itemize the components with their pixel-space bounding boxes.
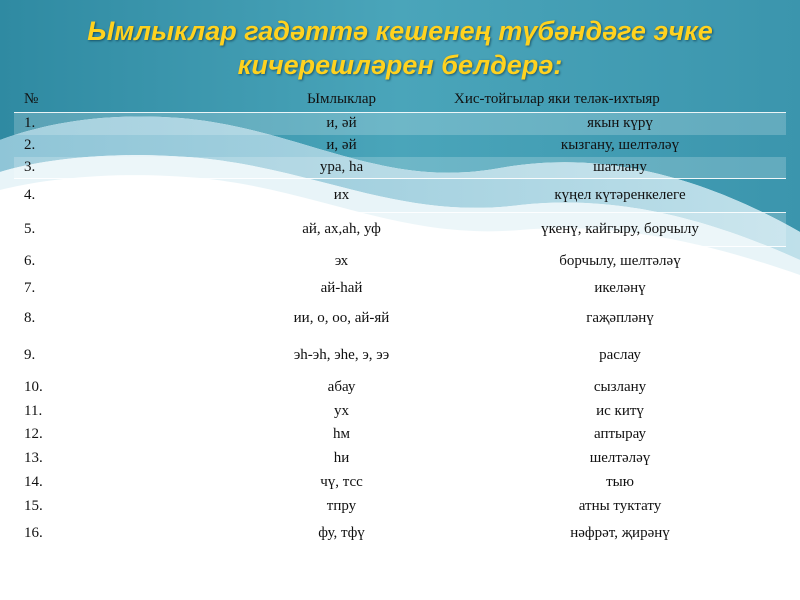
row-emotion: үкенү, кайгыру, борчылу [454, 213, 786, 247]
table-row [14, 447, 786, 471]
row-interjection: ура, һа [229, 157, 454, 179]
table-row [14, 213, 786, 247]
title-line-1: Ымлыклар гадәттә кешенең түбәндәге эчке [87, 16, 713, 46]
row-number: 14. [24, 474, 43, 490]
row-number: 15. [24, 498, 43, 514]
row-number: 16. [14, 519, 229, 549]
row-number: 6. [14, 247, 229, 277]
row-interjection: и, әй [326, 115, 357, 132]
row-emotion: икеләнү [454, 277, 786, 301]
row-interjection: эһ-эһ, эһе, э, ээ [229, 337, 454, 375]
row-interjection: ии, о, оо, ай-яй [229, 301, 454, 337]
row-emotion: аптырау [593, 426, 647, 442]
row-emotion: шатлану [454, 157, 786, 179]
row-number: 13. [24, 450, 43, 466]
row-interjection: эх [229, 247, 454, 277]
row-number: 10. [24, 379, 43, 396]
row-interjection: ай, ах,аһ, уф [229, 213, 454, 247]
row-emotion: шелтәләү [589, 450, 651, 466]
row-interjection: ай-һай [229, 277, 454, 301]
table-row [14, 401, 786, 423]
row-emotion: нәфрәт, җирәнү [454, 519, 786, 549]
row-interjection: тпру [326, 498, 357, 514]
table-row [14, 179, 786, 213]
row-interjection: һм [333, 426, 350, 442]
row-emotion: раслау [454, 337, 786, 375]
table-row [14, 113, 786, 135]
table-row [14, 519, 786, 549]
row-number: 12. [24, 426, 43, 442]
table-header-row [14, 86, 786, 113]
table-row [14, 135, 786, 157]
table-row [14, 277, 786, 301]
row-number: 8. [14, 301, 229, 337]
row-emotion: сызлану [593, 379, 647, 396]
row-interjection: чү, тсс [320, 474, 363, 490]
row-emotion: ис китү [596, 403, 644, 419]
table-row [14, 247, 786, 277]
row-number: 4. [14, 179, 229, 213]
table-row [14, 337, 786, 375]
table-row [14, 495, 786, 519]
row-number: 3. [14, 157, 229, 179]
row-interjection: их [229, 179, 454, 213]
table-row [14, 375, 786, 401]
row-emotion: тыю [606, 474, 634, 490]
table-row [14, 157, 786, 179]
row-number: 7. [14, 277, 229, 301]
header-number: № [14, 86, 229, 113]
row-number: 11. [24, 403, 43, 419]
header-emotion: Хис-тойгылар яки теләк-ихтыяр [454, 86, 786, 113]
row-interjection: һи [333, 450, 350, 466]
table-row [14, 471, 786, 495]
table-row [14, 301, 786, 337]
row-emotion: атны туктату [578, 498, 662, 514]
slide-title [0, 14, 800, 82]
row-number: 9. [14, 337, 229, 375]
row-emotion: борчылу, шелтәләү [454, 247, 786, 277]
row-interjection: и, әй [326, 137, 357, 153]
row-emotion: гаҗәпләнү [454, 301, 786, 337]
row-number: 5. [14, 213, 229, 247]
row-emotion: якын күрү [587, 115, 653, 132]
row-emotion: күңел күтәренкелеге [454, 179, 786, 213]
table-row [14, 423, 786, 447]
row-number: 1. [24, 115, 36, 132]
title-line-2: кичерешләрен белдерә: [237, 50, 563, 80]
interjections-table [14, 86, 786, 549]
row-interjection: ух [334, 403, 349, 419]
row-number: 2. [24, 137, 36, 153]
row-interjection: фу, тфү [229, 519, 454, 549]
row-interjection: абау [327, 379, 356, 396]
row-emotion: кызгану, шелтәләү [560, 137, 680, 153]
header-interjection: Ымлыклар [229, 86, 454, 113]
